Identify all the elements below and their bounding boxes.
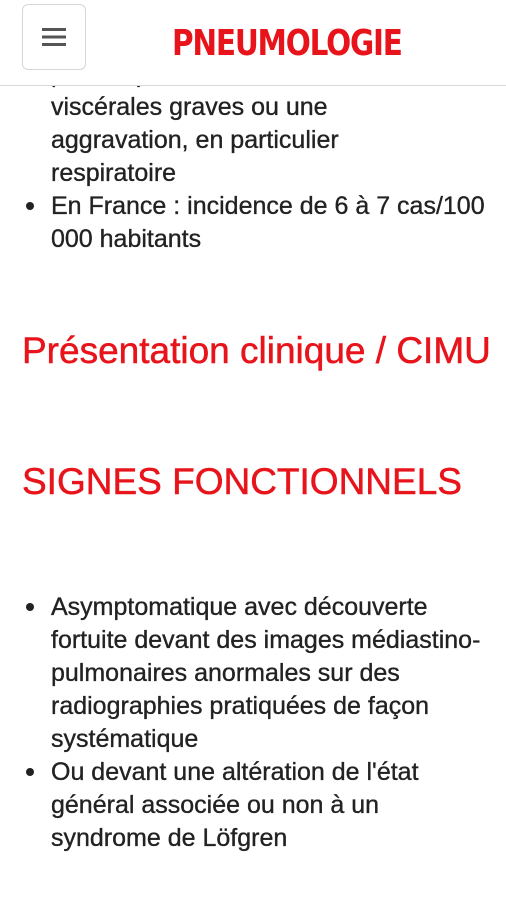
list-item [24, 756, 494, 855]
list-item-text: Asymptomatique avec découverte fortuite devant des images médiastino-pulmonaires anormales sur des radiographies pratiquées de façon systématique [51, 593, 481, 753]
list-item-line: respiratoire [51, 159, 177, 187]
section-heading-signes-fonctionnels: SIGNES FONCTIONNELS [22, 461, 462, 502]
section-heading-presentation: Présentation clinique / CIMU [22, 330, 491, 371]
hamburger-menu-icon [41, 26, 67, 48]
bottom-bullet-list [24, 591, 494, 855]
bullet-icon [26, 603, 34, 611]
menu-button[interactable] [22, 4, 86, 70]
app-title: PNEUMOLOGIE [172, 23, 402, 64]
list-item [24, 190, 494, 256]
list-item [24, 591, 494, 756]
list-item-text: En France : incidence de 6 à 7 cas/100 000 habitants [51, 192, 485, 253]
bullet-icon [26, 202, 34, 210]
top-bullet-list [24, 58, 494, 256]
list-item-line: aggravation, en particulier [51, 126, 339, 154]
bullet-icon [26, 768, 34, 776]
list-item-line: viscérales graves ou une [51, 93, 328, 121]
list-item-text: Ou devant une altération de l'état général associée ou non à un syndrome de Löfgren [51, 758, 419, 852]
app-header [0, 0, 506, 86]
